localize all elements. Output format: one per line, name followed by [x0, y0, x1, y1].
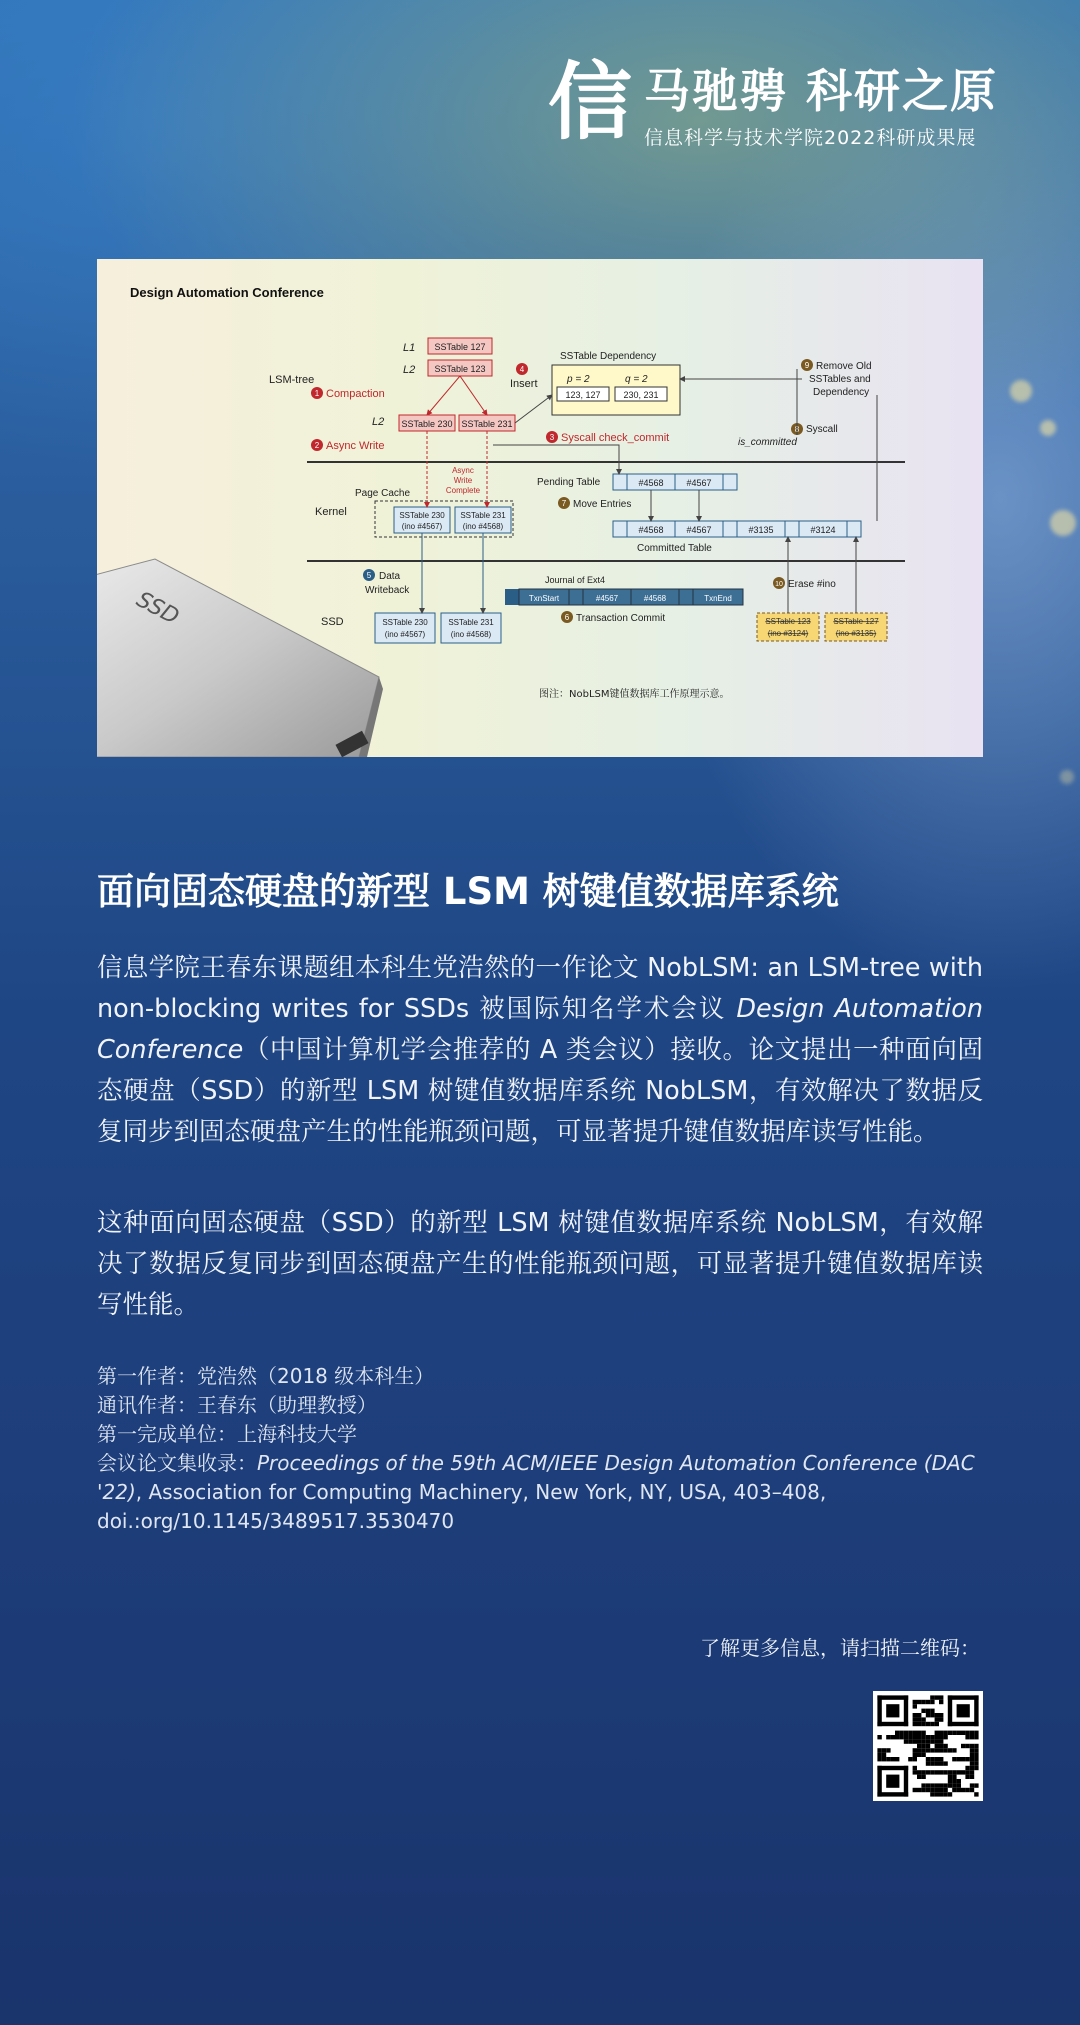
sstable-123: SSTable 123: [434, 364, 486, 374]
pending-table-label: Pending Table: [537, 477, 601, 488]
para1-text-a: 信息学院王春东课题组本科生党浩然的一作论文 NobLSM: an LSM-tree with non-blocking writes for SSDs 被国际知名学术会议: [97, 953, 983, 1024]
svg-text:is_committed: is_committed: [738, 437, 797, 448]
compaction-label: Compaction: [326, 388, 385, 400]
svg-text:3: 3: [549, 433, 555, 442]
erase-ino-label: Erase #ino: [788, 579, 836, 590]
lsm-tree-label: LSM-tree: [269, 374, 315, 386]
qr-code-pattern: [873, 1691, 983, 1801]
svg-text:Writeback: Writeback: [365, 585, 410, 596]
transaction-commit-label: Transaction Commit: [576, 613, 666, 624]
svg-text:(ino #4568): (ino #4568): [450, 630, 492, 639]
svg-text:q = 2: q = 2: [625, 374, 648, 385]
first-author: 第一作者：党浩然（2018 级本科生）: [97, 1364, 435, 1388]
ssd-drive-illustration: [97, 559, 383, 757]
svg-text:#4567: #4567: [686, 525, 712, 535]
async-write-label: Async Write: [326, 440, 385, 452]
proceedings-label: 会议论文集收录：: [97, 1451, 257, 1475]
para1-conference-name: Design Automation Conference: [97, 994, 983, 1065]
svg-text:6: 6: [564, 613, 570, 622]
svg-text:Dependency: Dependency: [813, 387, 870, 398]
bokeh-light: [1050, 510, 1076, 536]
first-unit: 第一完成单位：上海科技大学: [97, 1422, 357, 1446]
svg-text:Data: Data: [379, 571, 401, 582]
page-cache-label: Page Cache: [355, 488, 411, 499]
corresponding-author: 通讯作者：王春东（助理教授）: [97, 1393, 377, 1417]
svg-text:#4567: #4567: [686, 478, 712, 488]
svg-text:SSTable 230: SSTable 230: [382, 618, 428, 627]
proceedings-details: , Association for Computing Machinery, New York, NY, USA, 403–408, doi.:org/10.1145/3489517.3530470: [97, 1480, 827, 1533]
l2-label: L2: [403, 364, 416, 376]
svg-text:Syscall: Syscall: [806, 424, 838, 435]
scan-qr-prompt: 了解更多信息，请扫描二维码：: [700, 1636, 980, 1660]
proceedings-title: Proceedings of the 59th ACM/IEEE Design Automation Conference (DAC '22): [97, 1451, 975, 1504]
syscall-check-commit-label: Syscall check_commit: [561, 432, 670, 444]
svg-text:Async: Async: [452, 466, 474, 475]
article-paragraph-2: 这种面向固态硬盘（SSD）的新型 LSM 树键值数据库系统 NobLSM，有效解决了数据反复同步到固态硬盘产生的性能瓶颈问题，可显著提升键值数据库读写性能。: [97, 1208, 983, 1320]
move-entries-label: Move Entries: [573, 499, 632, 510]
svg-text:Remove Old: Remove Old: [816, 361, 872, 372]
svg-text:5: 5: [366, 571, 372, 580]
svg-text:SSTable 123: SSTable 123: [765, 617, 811, 626]
insert-label: Insert: [510, 378, 538, 390]
svg-text:SSTable 127: SSTable 127: [833, 617, 879, 626]
figure-source-label: Design Automation Conference: [130, 285, 324, 300]
svg-text:SSTable 231: SSTable 231: [448, 618, 494, 627]
svg-text:#3124: #3124: [810, 525, 836, 535]
svg-text:(ino #3135): (ino #3135): [835, 629, 877, 638]
para1-text-b: （中国计算机学会推荐的 A 类会议）接收。论文提出一种面向固态硬盘（SSD）的新型 LSM 树键值数据库系统 NobLSM，有效解决了数据反复同步到固态硬盘产生的性能瓶颈问题，可显著提升键值数据库读写性能。: [97, 1035, 983, 1147]
svg-text:SSTables and: SSTables and: [809, 374, 871, 385]
svg-text:(ino #4567): (ino #4567): [401, 522, 443, 531]
svg-text:(ino #4567): (ino #4567): [384, 630, 426, 639]
ssd-section-label: SSD: [321, 616, 344, 628]
svg-text:9: 9: [804, 361, 810, 370]
brand-subtitle: 信息科学与技术学院2022科研成果展: [644, 127, 977, 149]
paper-meta: [97, 1362, 987, 1536]
bokeh-light: [1010, 380, 1032, 402]
l1-label: L1: [403, 342, 416, 354]
figure-caption: 图注：NobLSM键值数据库工作原理示意。: [539, 689, 730, 700]
svg-text:8: 8: [794, 425, 800, 434]
svg-text:(ino #4568): (ino #4568): [462, 522, 504, 531]
svg-text:#4568: #4568: [643, 594, 667, 603]
noblsm-figure: [97, 259, 983, 757]
svg-text:123, 127: 123, 127: [565, 390, 601, 400]
svg-text:10: 10: [775, 581, 783, 588]
journal-label: Journal of Ext4: [545, 575, 606, 585]
bokeh-light: [1060, 770, 1074, 784]
svg-text:Complete: Complete: [445, 486, 481, 495]
svg-text:2: 2: [314, 441, 320, 450]
svg-text:Write: Write: [453, 476, 473, 485]
svg-text:SSTable 230: SSTable 230: [399, 511, 445, 520]
svg-text:TxnStart: TxnStart: [528, 594, 560, 603]
noblsm-diagram: [97, 259, 983, 757]
svg-text:#4568: #4568: [638, 478, 664, 488]
article-paragraph-1: [97, 948, 983, 1153]
bokeh-light: [1040, 420, 1056, 436]
committed-table-label: Committed Table: [637, 543, 712, 554]
brand-title: 马驰骋 科研之原: [644, 64, 999, 118]
l2b-label: L2: [372, 416, 385, 428]
proceedings: [97, 1449, 987, 1536]
brand-header: [548, 53, 1018, 156]
brand-logo-char: 信: [548, 53, 633, 151]
ssd-label: SSD: [132, 587, 183, 630]
svg-text:230, 231: 230, 231: [623, 390, 659, 400]
sstable-127: SSTable 127: [434, 342, 486, 352]
qr-code[interactable]: [873, 1691, 983, 1801]
svg-text:1: 1: [314, 389, 320, 398]
svg-text:#4568: #4568: [638, 525, 664, 535]
svg-text:4: 4: [519, 365, 525, 374]
svg-text:#3135: #3135: [748, 525, 774, 535]
article-title: 面向固态硬盘的新型 LSM 树键值数据库系统: [97, 870, 839, 913]
svg-text:p = 2: p = 2: [567, 374, 590, 385]
svg-text:7: 7: [561, 499, 567, 508]
svg-text:TxnEnd: TxnEnd: [704, 594, 732, 603]
svg-text:#4567: #4567: [595, 594, 619, 603]
sstable-231: SSTable 231: [461, 419, 513, 429]
kernel-label: Kernel: [315, 506, 347, 518]
svg-text:(ino #3124): (ino #3124): [767, 629, 809, 638]
sstable-230: SSTable 230: [401, 419, 453, 429]
svg-text:SSTable 231: SSTable 231: [460, 511, 506, 520]
sstable-dependency-label: SSTable Dependency: [560, 351, 657, 362]
